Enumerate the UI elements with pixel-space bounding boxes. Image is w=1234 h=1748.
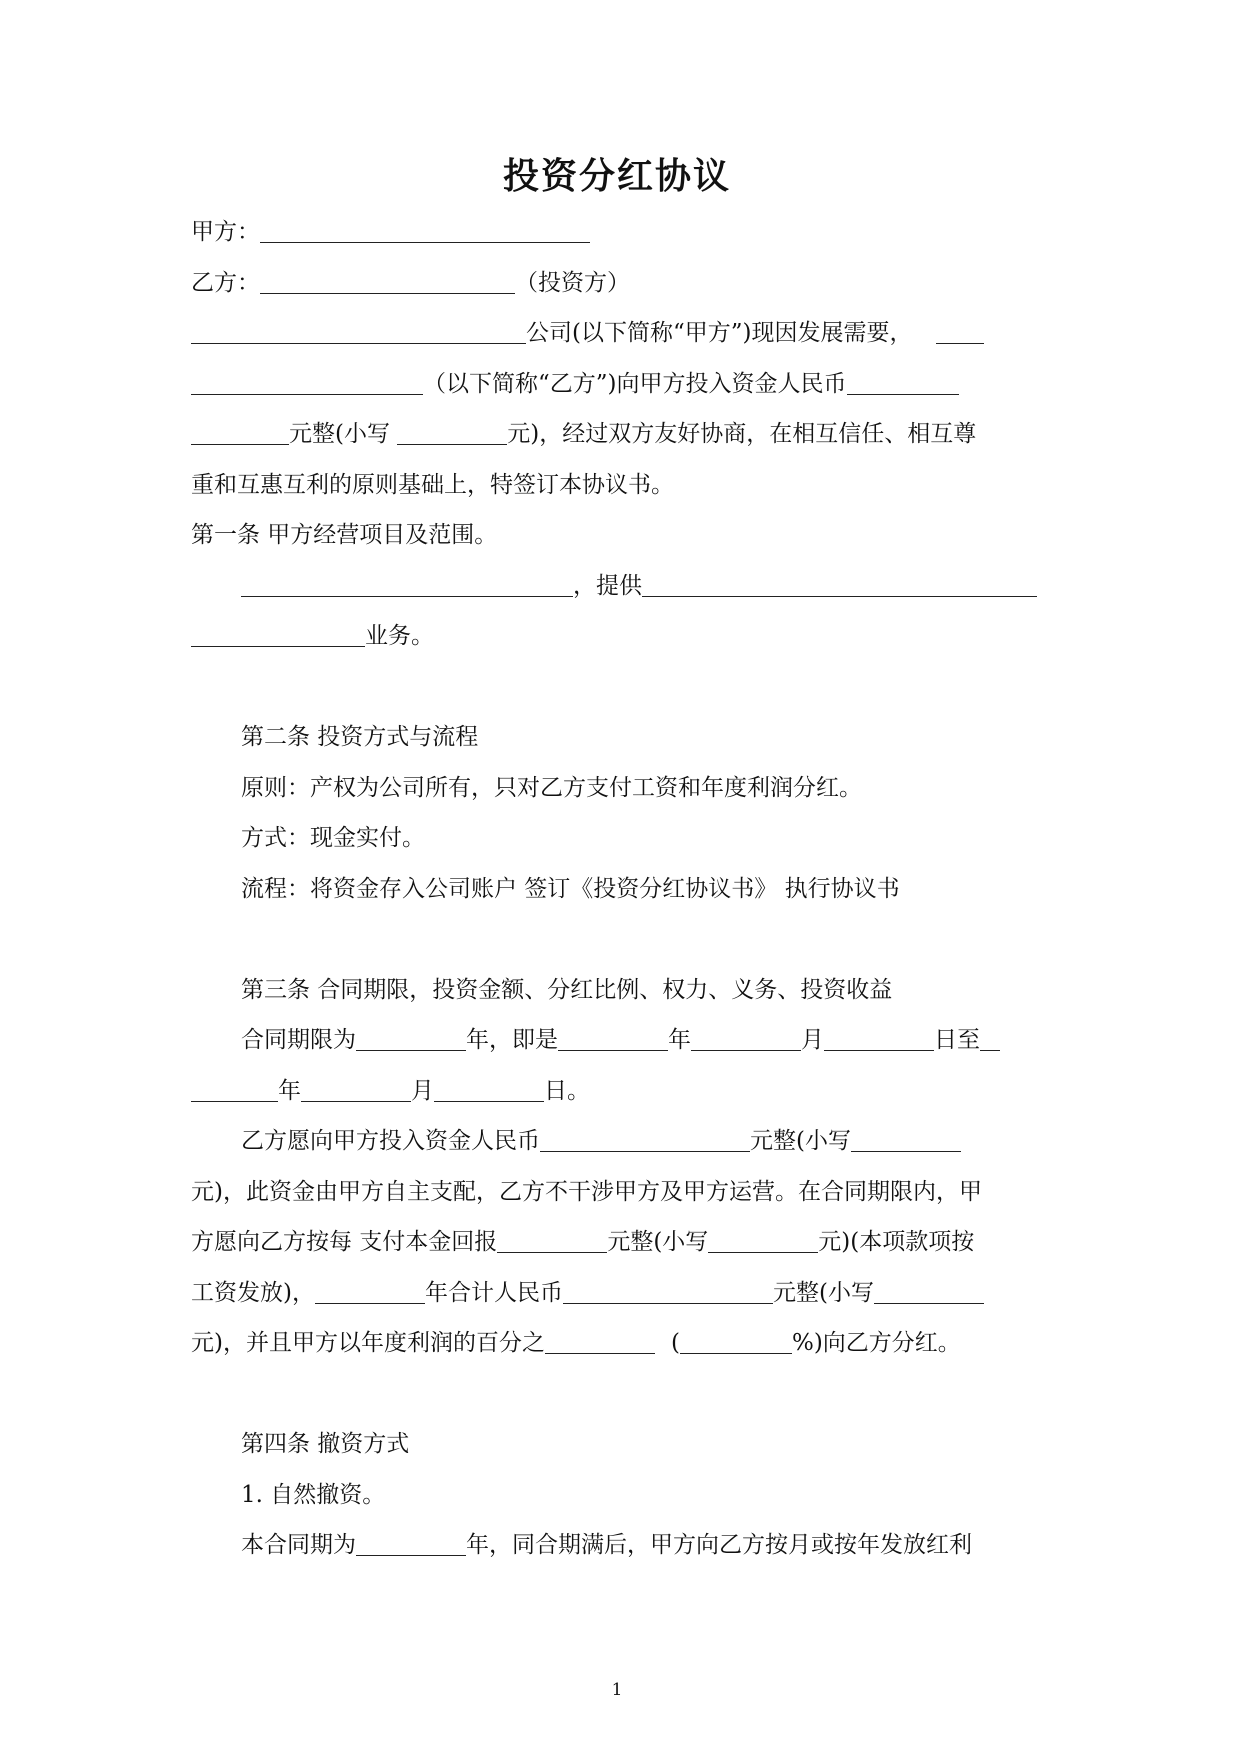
- text-line: [191, 1278, 984, 1308]
- line-text: %)向乙方分红。: [791, 1330, 961, 1356]
- line-text: 年合计人民币: [424, 1280, 563, 1306]
- blank-field[interactable]: [691, 1028, 801, 1051]
- blank-field[interactable]: [191, 321, 526, 344]
- text-line: [241, 1126, 961, 1156]
- text-line: [191, 419, 976, 449]
- blank-field[interactable]: [191, 624, 365, 647]
- line-text: 1. 自然撤资。: [241, 1482, 386, 1508]
- line-text: 乙方：: [191, 270, 260, 296]
- blank-field[interactable]: [847, 372, 959, 395]
- blank-field[interactable]: [356, 1028, 466, 1051]
- text-line: [191, 470, 674, 500]
- text-line: [241, 874, 900, 904]
- line-text: 业务。: [365, 623, 434, 649]
- blank-field[interactable]: [397, 422, 507, 445]
- blank-field[interactable]: [936, 321, 984, 344]
- blank-field[interactable]: [260, 271, 515, 294]
- text-line: [241, 1025, 1000, 1055]
- line-text: 月: [801, 1027, 824, 1053]
- text-line: [191, 318, 984, 348]
- line-text: 年，即是: [466, 1027, 558, 1053]
- blank-field[interactable]: [191, 422, 289, 445]
- blank-field[interactable]: [980, 1028, 1000, 1051]
- text-line: [191, 268, 630, 298]
- line-text: 日。: [544, 1078, 590, 1104]
- line-text: 甲方：: [191, 219, 260, 245]
- line-text: 年: [668, 1027, 691, 1053]
- line-text: 合同期限为: [241, 1027, 356, 1053]
- line-text: 工资发放)，: [191, 1280, 315, 1306]
- blank-field[interactable]: [301, 1079, 411, 1102]
- line-text: 第一条 甲方经营项目及范围。: [191, 522, 498, 548]
- text-line: [241, 823, 425, 853]
- line-text: 第二条 投资方式与流程: [241, 724, 479, 750]
- blank-field[interactable]: [241, 574, 573, 597]
- blank-field[interactable]: [558, 1028, 668, 1051]
- blank-field[interactable]: [191, 372, 423, 395]
- text-line: [191, 1177, 982, 1207]
- page-number: 1: [611, 1680, 623, 1700]
- line-text: 元)(本项款项按: [818, 1229, 975, 1255]
- line-text: ，提供: [573, 573, 642, 599]
- blank-field[interactable]: [191, 1079, 278, 1102]
- line-text: （以下简称“乙方”)向甲方投入资金人民币: [423, 371, 847, 397]
- text-line: [191, 520, 497, 550]
- text-line: [191, 369, 959, 399]
- text-line: [191, 217, 590, 247]
- line-text: 第四条 撤资方式: [241, 1431, 410, 1457]
- text-line: [241, 1530, 972, 1560]
- blank-field[interactable]: [642, 574, 1037, 597]
- line-text: 本合同期为: [241, 1532, 356, 1558]
- line-text: 月: [411, 1078, 434, 1104]
- line-text: 日至: [934, 1027, 980, 1053]
- line-text: 元整(小写: [772, 1280, 874, 1306]
- document-title: 投资分红协议: [502, 156, 731, 197]
- line-text: 乙方愿向甲方投入资金人民币: [241, 1128, 540, 1154]
- blank-field[interactable]: [824, 1028, 934, 1051]
- text-line: [191, 621, 434, 651]
- line-text: （投资方）: [515, 270, 630, 296]
- text-line: [241, 722, 478, 752]
- line-text: 元整(小写: [750, 1128, 851, 1154]
- line-text: 元)，此资金由甲方自主支配，乙方不干涉甲方及甲方运营。在合同期限内，甲: [191, 1179, 982, 1205]
- blank-field[interactable]: [708, 1230, 818, 1253]
- line-text: 元整(小写: [607, 1229, 709, 1255]
- blank-field[interactable]: [680, 1331, 792, 1354]
- line-text: 流程：将资金存入公司账户 签订《投资分红协议书》 执行协议书: [241, 876, 900, 902]
- line-text: 年: [278, 1078, 301, 1104]
- blank-field[interactable]: [315, 1281, 425, 1304]
- line-text: 年，同合期满后，甲方向乙方按月或按年发放红利: [466, 1532, 972, 1558]
- blank-field[interactable]: [563, 1281, 773, 1304]
- line-text: 方式：现金实付。: [241, 825, 425, 851]
- line-text: 元)，并且甲方以年度利润的百分之: [191, 1330, 545, 1356]
- blank-field[interactable]: [874, 1281, 984, 1304]
- text-line: [191, 1328, 961, 1358]
- blank-field[interactable]: [356, 1533, 466, 1556]
- text-line: [241, 1480, 385, 1510]
- blank-field[interactable]: [545, 1331, 655, 1354]
- line-text: (: [670, 1330, 680, 1356]
- text-line: [241, 571, 1037, 601]
- line-text: 方愿向乙方按每 支付本金回报: [191, 1229, 498, 1255]
- text-line: [191, 1076, 590, 1106]
- text-line: [241, 1429, 409, 1459]
- text-line: [241, 975, 892, 1005]
- line-text: 原则：产权为公司所有，只对乙方支付工资和年度利润分红。: [241, 775, 862, 801]
- line-text: 元)，经过双方友好协商，在相互信任、相互尊: [507, 421, 977, 447]
- blank-field[interactable]: [851, 1129, 961, 1152]
- line-text: 公司(以下简称“甲方”)现因发展需要，: [526, 320, 913, 346]
- blank-field[interactable]: [434, 1079, 544, 1102]
- line-text: 第三条 合同期限，投资金额、分红比例、权力、义务、投资收益: [241, 977, 893, 1003]
- blank-field[interactable]: [540, 1129, 750, 1152]
- text-line: [241, 773, 862, 803]
- blank-field[interactable]: [260, 220, 590, 243]
- blank-field[interactable]: [497, 1230, 607, 1253]
- line-text: 重和互惠互利的原则基础上，特签订本协议书。: [191, 472, 674, 498]
- text-line: [191, 1227, 974, 1257]
- line-text: 元整(小写: [289, 421, 398, 447]
